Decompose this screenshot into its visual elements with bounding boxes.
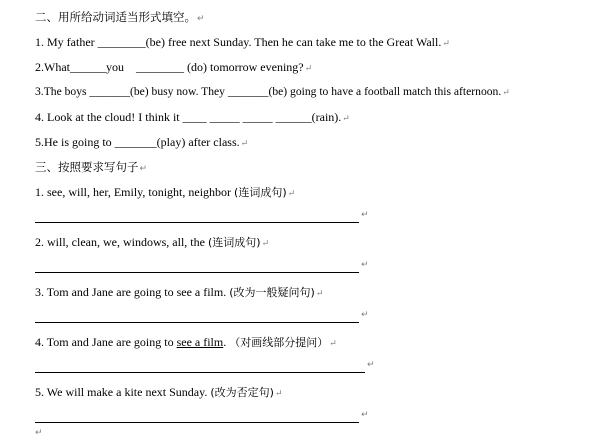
rewrite-item-1 <box>35 184 295 201</box>
rewrite-item-4-after-text: . <box>223 335 230 349</box>
fill-blank-item-4 <box>35 109 350 126</box>
paragraph-mark-icon: ↵ <box>329 338 337 348</box>
paragraph-mark-icon: ↵ <box>361 410 369 420</box>
rewrite-item-4 <box>35 334 337 351</box>
paragraph-mark-icon: ↵ <box>361 210 369 220</box>
section1-heading-text: 二、用所给动词适当形式填空。 <box>35 10 196 24</box>
rewrite-item-1-instruction: (连词成句) <box>234 186 287 199</box>
rewrite-item-4-instruction: （对画线部分提问） <box>229 336 329 349</box>
answer-line-4[interactable] <box>35 372 365 373</box>
rewrite-item-5 <box>35 384 282 401</box>
paragraph-mark-icon: ↵ <box>342 113 350 123</box>
rewrite-item-2-text: 2. will, clean, we, windows, all, the <box>35 235 208 249</box>
rewrite-item-3-text: 3. Tom and Jane are going to see a film. <box>35 285 230 299</box>
fill-blank-item-3-text: 3.The boys _______(be) busy now. They _______(be) going to have a football match this afternoon. <box>35 85 502 98</box>
rewrite-item-5-instruction: (改为否定句) <box>210 386 274 399</box>
rewrite-item-4-underlined-text: see a film <box>176 335 224 349</box>
fill-blank-item-4-text: 4. Look at the cloud! I think it ____ _____ _____ ______(rain). <box>35 110 342 124</box>
fill-blank-item-1 <box>35 34 450 51</box>
fill-blank-item-5 <box>35 134 248 151</box>
paragraph-mark-icon: ↵ <box>139 164 148 174</box>
answer-line-3[interactable] <box>35 322 359 323</box>
fill-blank-item-3 <box>35 84 510 100</box>
paragraph-mark-icon: ↵ <box>367 360 375 370</box>
section2-heading <box>35 159 147 177</box>
fill-blank-item-5-text: 5.He is going to _______(play) after class. <box>35 135 240 149</box>
paragraph-mark-icon: ↵ <box>274 388 283 398</box>
answer-line-5[interactable] <box>35 422 359 423</box>
rewrite-item-4-text: 4. Tom and Jane are going to <box>35 335 177 349</box>
fill-blank-item-2-text: 2.What______you ________ (do) tomorrow evening? <box>35 60 304 74</box>
paragraph-mark-icon: ↵ <box>442 38 450 48</box>
rewrite-item-3-instruction: (改为一般疑问句) <box>229 286 315 299</box>
rewrite-item-3 <box>35 284 323 301</box>
paragraph-mark-icon: ↵ <box>502 87 510 97</box>
rewrite-item-2-instruction: (连词成句) <box>207 236 261 249</box>
paragraph-mark-icon: ↵ <box>261 238 270 248</box>
paragraph-mark-icon: ↵ <box>361 310 369 320</box>
answer-line-2[interactable] <box>35 272 359 273</box>
rewrite-item-5-text: 5. We will make a kite next Sunday. <box>35 385 211 399</box>
paragraph-mark-icon: ↵ <box>315 288 324 298</box>
fill-blank-item-2 <box>35 59 312 76</box>
fill-blank-item-1-text: 1. My father ________(be) free next Sunday. Then he can take me to the Great Wall. <box>35 35 442 49</box>
rewrite-item-2 <box>35 234 269 251</box>
paragraph-mark-icon: ↵ <box>240 138 249 148</box>
section2-heading-text: 三、按照要求写句子 <box>35 160 139 174</box>
paragraph-mark-icon: ↵ <box>361 260 369 270</box>
rewrite-item-1-text: 1. see, will, her, Emily, tonight, neighbor <box>35 185 235 199</box>
paragraph-mark-icon: ↵ <box>35 428 43 438</box>
section1-heading <box>35 9 205 27</box>
paragraph-mark-icon: ↵ <box>304 63 313 73</box>
paragraph-mark-icon: ↵ <box>197 14 205 24</box>
answer-line-1[interactable] <box>35 222 359 223</box>
paragraph-mark-icon: ↵ <box>287 188 296 198</box>
